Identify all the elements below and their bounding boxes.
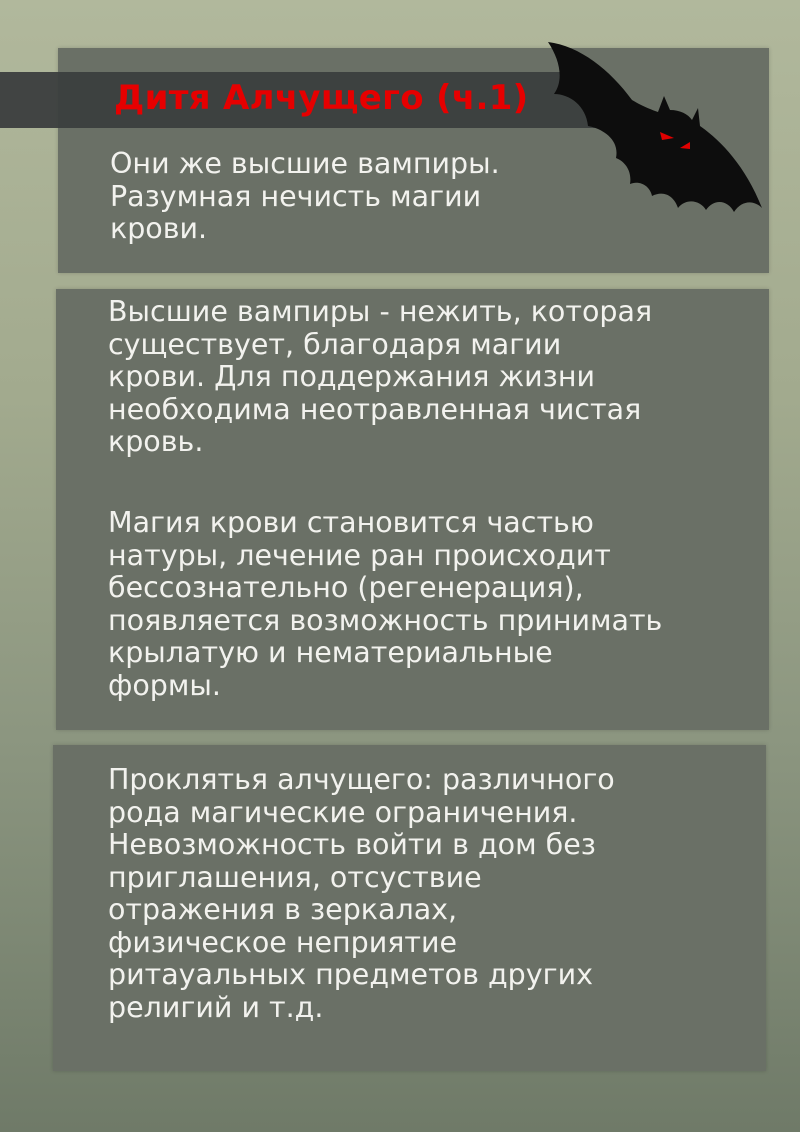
curses-paragraph: Проклятья алчущего: различного рода магические ограничения. Невозможность войти в дом без приглашения, отсуствие отражения в зеркалах, физическое неприятие ритауальных предметов других религий и т.д. xyxy=(108,763,615,1024)
description-paragraph-1: Высшие вампиры - нежить, которая существует, благодаря магии крови. Для поддержания жизни необходима неотравленная чистая кровь. xyxy=(108,295,653,458)
description-paragraph-2: Магия крови становится частью натуры, лечение ран происходит бессознательно (регенерация), появляется возможность принимать крылатую и нематериальные формы. xyxy=(108,506,663,702)
page-title: Дитя Алчущего (ч.1) xyxy=(114,78,529,118)
intro-paragraph: Они же высшие вампиры. Разумная нечисть магии крови. xyxy=(110,147,500,245)
